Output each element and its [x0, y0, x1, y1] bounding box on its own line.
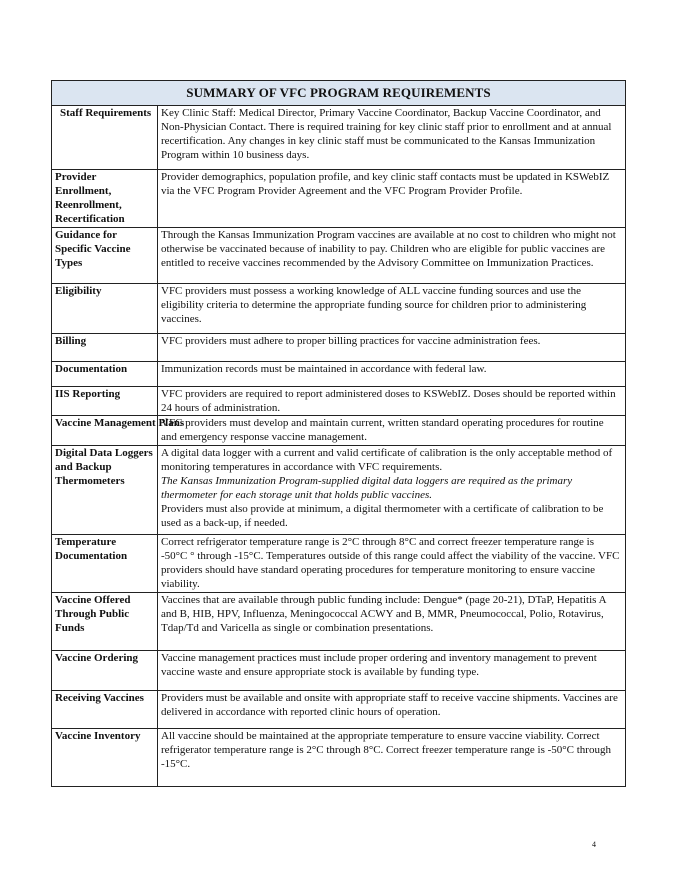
row-content	[158, 446, 626, 535]
row-content: Provider demographics, population profile, and key clinic staff contacts must be updated in KSWebIZ via the VFC Program Provider Agreement and the VFC Program Provider Profile.	[158, 170, 626, 228]
table-row	[52, 729, 626, 787]
row-content-extra: Providers must also provide at minimum, a digital thermometer with a certificate of calibration to be used as a back-up, if needed.	[161, 503, 604, 529]
row-label: Guidance for Specific Vaccine Types	[52, 228, 158, 284]
table-row	[52, 334, 626, 362]
row-content: Providers must be available and onsite with appropriate staff to receive vaccine shipments. Vaccines are delivered in accordance with reported clinic hours of operation.	[158, 691, 626, 729]
table-row	[52, 691, 626, 729]
row-content: Vaccine management practices must include proper ordering and inventory management to prevent vaccine waste and ensure appropriate stock is available by funding type.	[158, 651, 626, 691]
row-label: Documentation	[52, 362, 158, 387]
table-row	[52, 651, 626, 691]
table-title: SUMMARY OF VFC PROGRAM REQUIREMENTS	[52, 81, 626, 106]
row-label: Vaccine Management Plans	[52, 416, 158, 446]
page-number: 4	[592, 840, 596, 849]
table-row	[52, 228, 626, 284]
table-row	[52, 535, 626, 593]
row-content-text: A digital data logger with a current and valid certificate of calibration is the only acceptable method of monitoring temperatures in accordance with VFC requirements.	[161, 447, 613, 473]
row-content: All vaccine should be maintained at the appropriate temperature to ensure vaccine viability. Correct refrigerator temperature range is 2°C through 8°C. Correct freezer temperature range is -50°C through -15°C.	[158, 729, 626, 787]
row-label: Billing	[52, 334, 158, 362]
row-content: Through the Kansas Immunization Program vaccines are available at no cost to children who might not otherwise be vaccinated because of inability to pay. Children who are eligible for public vaccines are entitled to receive vaccines recommended by the Advisory Committee on Immunization Practices.	[158, 228, 626, 284]
table-row	[52, 170, 626, 228]
row-label: Vaccine Inventory	[52, 729, 158, 787]
table-row	[52, 593, 626, 651]
row-label: Receiving Vaccines	[52, 691, 158, 729]
table-row	[52, 106, 626, 170]
row-content: Correct refrigerator temperature range is 2°C through 8°C and correct freezer temperature range is -50°C ° through -15°C. Temperatures outside of this range could affect the viability of the vaccine. VFC providers should have standard operating procedures for temperature monitoring to ensure vaccine viability.	[158, 535, 626, 593]
row-content: Immunization records must be maintained in accordance with federal law.	[158, 362, 626, 387]
vfc-requirements-table	[51, 80, 626, 787]
table-row	[52, 387, 626, 416]
table-row	[52, 284, 626, 334]
row-label: IIS Reporting	[52, 387, 158, 416]
row-label: Digital Data Loggers and Backup Thermometers	[52, 446, 158, 535]
row-content: VFC providers must adhere to proper billing practices for vaccine administration fees.	[158, 334, 626, 362]
row-content: VFC providers must develop and maintain current, written standard operating procedures for routine and emergency response vaccine management.	[158, 416, 626, 446]
row-label: Staff Requirements	[52, 106, 158, 170]
row-label: Vaccine Ordering	[52, 651, 158, 691]
table-row	[52, 362, 626, 387]
table-header-row	[52, 81, 626, 106]
row-label: Temperature Documentation	[52, 535, 158, 593]
row-label: Eligibility	[52, 284, 158, 334]
row-label: Provider Enrollment, Reenrollment, Recertification	[52, 170, 158, 228]
row-label: Vaccine Offered Through Public Funds	[52, 593, 158, 651]
row-content: Key Clinic Staff: Medical Director, Primary Vaccine Coordinator, Backup Vaccine Coordinator, and Non-Physician Contact. There is required training for key clinic staff prior to enrollment and at annual recertification. Any changes in key clinic staff must be communicated to the Kansas Immunization Program within 10 business days.	[158, 106, 626, 170]
table-row	[52, 446, 626, 535]
row-content: VFC providers are required to report administered doses to KSWebIZ. Doses should be reported within 24 hours of administration.	[158, 387, 626, 416]
table-row	[52, 416, 626, 446]
row-content-italic: The Kansas Immunization Program-supplied digital data loggers are required as the primary thermometer for each storage unit that holds public vaccines.	[161, 475, 573, 501]
row-content: VFC providers must possess a working knowledge of ALL vaccine funding sources and use the eligibility criteria to determine the appropriate funding source for children prior to administering vaccines.	[158, 284, 626, 334]
row-content: Vaccines that are available through public funding include: Dengue* (page 20-21), DTaP, Hepatitis A and B, HIB, HPV, Influenza, Meningococcal ACWY and B, MMR, Pneumococcal, Polio, Rotavirus, Tdap/Td and Varicella as single or combination presentations.	[158, 593, 626, 651]
